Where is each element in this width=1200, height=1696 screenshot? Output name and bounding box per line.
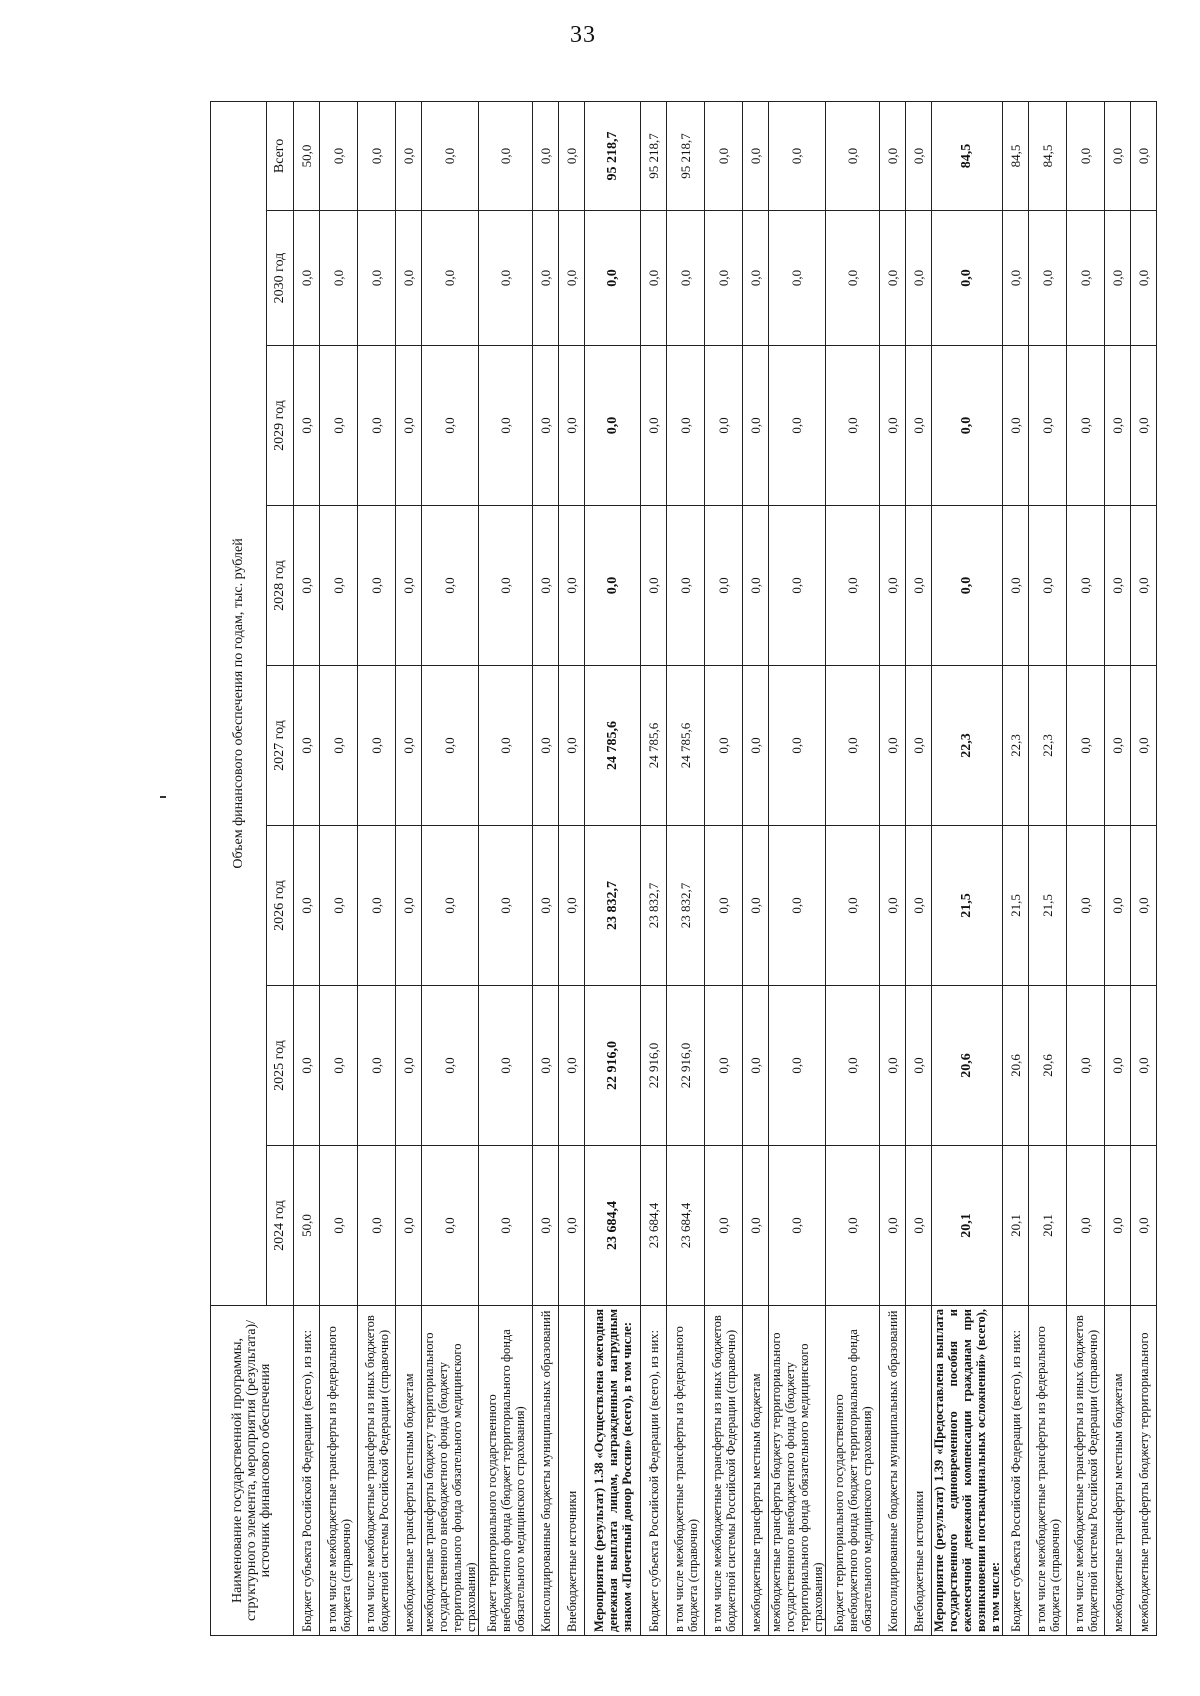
value-cell: 0,0 [559, 1146, 585, 1306]
value-cell: 0,0 [705, 666, 743, 826]
value-cell: 0,0 [705, 1146, 743, 1306]
row-label: Внебюджетные источники [559, 1306, 585, 1636]
column-header-2025: 2025 год [267, 986, 294, 1146]
value-cell: 0,0 [294, 346, 320, 506]
value-cell: 0,0 [533, 101, 559, 210]
table-row [1105, 101, 1131, 1635]
value-cell: 0,0 [559, 666, 585, 826]
value-cell: 22 916,0 [585, 986, 641, 1146]
table-row [396, 101, 422, 1635]
value-cell: 0,0 [294, 506, 320, 666]
value-cell: 0,0 [479, 1146, 533, 1306]
value-cell: 0,0 [559, 506, 585, 666]
value-cell: 0,0 [1131, 346, 1157, 506]
value-cell: 0,0 [320, 826, 358, 986]
value-cell: 0,0 [559, 211, 585, 346]
value-cell: 0,0 [294, 826, 320, 986]
value-cell: 0,0 [1131, 986, 1157, 1146]
row-label: Бюджет субъекта Российской Федерации (всего), из них: [294, 1306, 320, 1636]
value-cell: 0,0 [769, 211, 826, 346]
value-cell: 22,3 [932, 666, 1003, 826]
value-cell: 0,0 [294, 211, 320, 346]
value-cell: 0,0 [705, 101, 743, 210]
value-cell: 0,0 [559, 826, 585, 986]
value-cell: 84,5 [1029, 101, 1067, 210]
table-row [705, 101, 743, 1635]
value-cell: 0,0 [422, 101, 479, 210]
table-row [585, 101, 641, 1635]
value-cell: 0,0 [422, 346, 479, 506]
value-cell: 22 916,0 [641, 986, 667, 1146]
value-cell: 0,0 [1131, 1146, 1157, 1306]
row-label: в том числе межбюджетные трансферты из федерального бюджета (справочно) [1029, 1306, 1067, 1636]
row-label: межбюджетные трансферты местным бюджетам [396, 1306, 422, 1636]
value-cell: 0,0 [769, 826, 826, 986]
value-cell: 0,0 [320, 211, 358, 346]
value-cell: 0,0 [743, 101, 769, 210]
value-cell: 0,0 [358, 211, 396, 346]
value-cell: 95 218,7 [585, 101, 641, 210]
value-cell: 0,0 [743, 346, 769, 506]
row-label: в том числе межбюджетные трансферты из федерального бюджета (справочно) [320, 1306, 358, 1636]
value-cell: 0,0 [422, 506, 479, 666]
value-cell: 0,0 [422, 826, 479, 986]
value-cell: 0,0 [743, 1146, 769, 1306]
column-header-2026: 2026 год [267, 826, 294, 986]
value-cell: 0,0 [826, 506, 880, 666]
column-header-2027: 2027 год [267, 666, 294, 826]
value-cell: 0,0 [906, 506, 932, 666]
table-row [320, 101, 358, 1635]
value-cell: 0,0 [906, 346, 932, 506]
value-cell: 0,0 [906, 101, 932, 210]
value-cell: 0,0 [320, 506, 358, 666]
value-cell: 95 218,7 [667, 101, 705, 210]
value-cell: 0,0 [880, 986, 906, 1146]
value-cell: 95 218,7 [641, 101, 667, 210]
row-label: Бюджет территориального государственного внебюджетного фонда (бюджет территориального фонда обязательного медицинского страхования) [479, 1306, 533, 1636]
value-cell: 22,3 [1029, 666, 1067, 826]
table-row [880, 101, 906, 1635]
value-cell: 0,0 [396, 986, 422, 1146]
name-column-header: Наименование государственной программы, структурного элемента, мероприятия (результата)/источник финансового обеспечения [211, 1306, 294, 1636]
value-cell: 0,0 [294, 986, 320, 1146]
value-cell: 0,0 [880, 101, 906, 210]
value-cell: 0,0 [396, 346, 422, 506]
value-cell: 0,0 [880, 1146, 906, 1306]
value-cell: 0,0 [1105, 1146, 1131, 1306]
value-cell: 0,0 [880, 666, 906, 826]
value-cell: 0,0 [1105, 346, 1131, 506]
value-cell: 0,0 [826, 666, 880, 826]
value-cell: 0,0 [1105, 101, 1131, 210]
row-label: межбюджетные трансферты бюджету территориального государственного внебюджетного фонда (бюджету территориального фонда обязательного медицинского страхования) [769, 1306, 826, 1636]
table-row [932, 101, 1003, 1635]
value-cell: 20,1 [1029, 1146, 1067, 1306]
value-cell: 0,0 [533, 346, 559, 506]
row-label: межбюджетные трансферты бюджету территориального [1131, 1306, 1157, 1636]
value-cell: 0,0 [533, 666, 559, 826]
value-cell: 0,0 [1067, 506, 1105, 666]
value-cell: 23 832,7 [641, 826, 667, 986]
value-cell: 0,0 [1067, 101, 1105, 210]
value-cell: 0,0 [396, 211, 422, 346]
value-cell: 0,0 [906, 211, 932, 346]
value-cell: 0,0 [479, 986, 533, 1146]
value-cell: 0,0 [1029, 211, 1067, 346]
value-cell: 0,0 [1105, 986, 1131, 1146]
value-cell: 0,0 [769, 101, 826, 210]
value-cell: 23 832,7 [585, 826, 641, 986]
value-cell: 0,0 [320, 101, 358, 210]
value-cell: 0,0 [826, 826, 880, 986]
value-cell: 0,0 [358, 826, 396, 986]
value-cell: 0,0 [906, 826, 932, 986]
value-cell: 0,0 [1105, 211, 1131, 346]
value-cell: 20,6 [932, 986, 1003, 1146]
value-cell: 0,0 [880, 506, 906, 666]
scan-mark [160, 796, 166, 798]
value-cell: 0,0 [826, 211, 880, 346]
value-cell: 24 785,6 [641, 666, 667, 826]
table-row [1131, 101, 1157, 1635]
value-cell: 50,0 [294, 101, 320, 210]
value-cell: 0,0 [769, 346, 826, 506]
table-row [1067, 101, 1105, 1635]
value-cell: 0,0 [1067, 1146, 1105, 1306]
value-cell: 0,0 [906, 1146, 932, 1306]
value-cell: 0,0 [1003, 506, 1029, 666]
value-cell: 20,6 [1003, 986, 1029, 1146]
value-cell: 0,0 [826, 986, 880, 1146]
table-row [667, 101, 705, 1635]
column-header-total: Всего [267, 101, 294, 210]
value-cell: 0,0 [320, 1146, 358, 1306]
row-label: в том числе межбюджетные трансферты из иных бюджетов бюджетной системы Российской Федерации (справочно) [705, 1306, 743, 1636]
value-cell: 0,0 [422, 1146, 479, 1306]
table-row [358, 101, 396, 1635]
value-cell: 20,6 [1029, 986, 1067, 1146]
value-cell: 0,0 [559, 986, 585, 1146]
value-cell: 0,0 [743, 506, 769, 666]
value-cell: 0,0 [667, 346, 705, 506]
value-cell: 0,0 [769, 1146, 826, 1306]
value-cell: 0,0 [479, 826, 533, 986]
value-cell: 0,0 [320, 986, 358, 1146]
table-row [769, 101, 826, 1635]
row-label: Консолидированные бюджеты муниципальных образований [880, 1306, 906, 1636]
row-label: межбюджетные трансферты местным бюджетам [743, 1306, 769, 1636]
value-cell: 0,0 [1131, 506, 1157, 666]
value-cell: 0,0 [1131, 211, 1157, 346]
table-row [559, 101, 585, 1635]
value-cell: 0,0 [743, 666, 769, 826]
table-row [826, 101, 880, 1635]
value-cell: 0,0 [479, 211, 533, 346]
value-cell: 23 684,4 [585, 1146, 641, 1306]
table-row [1029, 101, 1067, 1635]
value-cell: 0,0 [1067, 346, 1105, 506]
value-cell: 0,0 [932, 506, 1003, 666]
value-cell: 0,0 [1067, 666, 1105, 826]
row-label: Мероприятие (результат) 1.39 «Предоставлена выплата государственного единовременного пособия и ежемесячной денежной компенсации гражданам при возникновении поствакцинальных осложнений» (всего), в том числе: [932, 1306, 1003, 1636]
value-cell: 0,0 [1105, 666, 1131, 826]
value-cell: 0,0 [826, 101, 880, 210]
row-label: межбюджетные трансферты местным бюджетам [1105, 1306, 1131, 1636]
table-row [422, 101, 479, 1635]
table-row [743, 101, 769, 1635]
value-cell: 0,0 [320, 346, 358, 506]
value-cell: 0,0 [906, 986, 932, 1146]
value-cell: 0,0 [585, 211, 641, 346]
value-cell: 0,0 [705, 826, 743, 986]
value-cell: 0,0 [533, 211, 559, 346]
value-cell: 0,0 [641, 211, 667, 346]
value-cell: 0,0 [396, 101, 422, 210]
value-cell: 0,0 [358, 666, 396, 826]
table-row [641, 101, 667, 1635]
value-cell: 0,0 [479, 666, 533, 826]
value-cell: 0,0 [1105, 506, 1131, 666]
value-cell: 24 785,6 [667, 666, 705, 826]
value-cell: 0,0 [769, 986, 826, 1146]
value-cell: 84,5 [932, 101, 1003, 210]
value-cell: 22 916,0 [667, 986, 705, 1146]
value-cell: 0,0 [358, 101, 396, 210]
row-label: в том числе межбюджетные трансферты из иных бюджетов бюджетной системы Российской Федерации (справочно) [358, 1306, 396, 1636]
page-number: 33 [570, 22, 596, 48]
value-cell: 0,0 [743, 826, 769, 986]
value-cell: 20,1 [1003, 1146, 1029, 1306]
value-cell: 0,0 [396, 826, 422, 986]
value-cell: 0,0 [396, 1146, 422, 1306]
value-cell: 0,0 [1067, 986, 1105, 1146]
column-header-2024: 2024 год [267, 1146, 294, 1306]
value-cell: 0,0 [396, 506, 422, 666]
value-cell: 84,5 [1003, 101, 1029, 210]
value-cell: 20,1 [932, 1146, 1003, 1306]
table-body [294, 101, 1157, 1635]
value-cell: 0,0 [479, 506, 533, 666]
row-label: Бюджет субъекта Российской Федерации (всего), из них: [641, 1306, 667, 1636]
value-cell: 0,0 [1067, 826, 1105, 986]
row-label: Консолидированные бюджеты муниципальных образований [533, 1306, 559, 1636]
value-cell: 0,0 [358, 986, 396, 1146]
rotated-table-container [210, 102, 1151, 1636]
value-cell: 50,0 [294, 1146, 320, 1306]
value-cell: 0,0 [559, 101, 585, 210]
value-cell: 0,0 [641, 346, 667, 506]
financing-group-header: Объем финансового обеспечения по годам, тыс. рублей [211, 101, 267, 1305]
row-label: Мероприятие (результат) 1.38 «Осуществлена ежегодная денежная выплата лицам, награжденным нагрудным знаком «Почетный донор России» (всего), в том числе: [585, 1306, 641, 1636]
value-cell: 0,0 [320, 666, 358, 826]
value-cell: 0,0 [641, 506, 667, 666]
row-label: Бюджет территориального государственного внебюджетного фонда (бюджет территориального фонда обязательного медицинского страхования) [826, 1306, 880, 1636]
value-cell: 0,0 [358, 506, 396, 666]
column-header-2029: 2029 год [267, 346, 294, 506]
value-cell: 23 684,4 [667, 1146, 705, 1306]
value-cell: 0,0 [769, 506, 826, 666]
value-cell: 0,0 [826, 346, 880, 506]
value-cell: 0,0 [880, 826, 906, 986]
table-row [294, 101, 320, 1635]
value-cell: 0,0 [533, 986, 559, 1146]
value-cell: 23 832,7 [667, 826, 705, 986]
row-label: межбюджетные трансферты бюджету территориального государственного внебюджетного фонда (бюджету территориального фонда обязательного медицинского страхования) [422, 1306, 479, 1636]
value-cell: 0,0 [1105, 826, 1131, 986]
value-cell: 0,0 [705, 506, 743, 666]
value-cell: 0,0 [932, 346, 1003, 506]
value-cell: 21,5 [932, 826, 1003, 986]
column-header-2028: 2028 год [267, 506, 294, 666]
value-cell: 0,0 [743, 211, 769, 346]
column-header-2030: 2030 год [267, 211, 294, 346]
value-cell: 0,0 [585, 346, 641, 506]
value-cell: 0,0 [422, 986, 479, 1146]
value-cell: 0,0 [358, 346, 396, 506]
value-cell: 0,0 [932, 211, 1003, 346]
value-cell: 0,0 [705, 346, 743, 506]
value-cell: 0,0 [1131, 101, 1157, 210]
value-cell: 0,0 [559, 346, 585, 506]
value-cell: 0,0 [667, 211, 705, 346]
value-cell: 23 684,4 [641, 1146, 667, 1306]
value-cell: 0,0 [479, 101, 533, 210]
value-cell: 0,0 [1131, 826, 1157, 986]
financing-table [210, 101, 1157, 1636]
value-cell: 21,5 [1029, 826, 1067, 986]
row-label: в том числе межбюджетные трансферты из федерального бюджета (справочно) [667, 1306, 705, 1636]
value-cell: 0,0 [826, 1146, 880, 1306]
table-row [479, 101, 533, 1635]
table-row [906, 101, 932, 1635]
value-cell: 0,0 [743, 986, 769, 1146]
value-cell: 0,0 [769, 666, 826, 826]
value-cell: 0,0 [1029, 506, 1067, 666]
row-label: в том числе межбюджетные трансферты из иных бюджетов бюджетной системы Российской Федерации (справочно) [1067, 1306, 1105, 1636]
value-cell: 0,0 [880, 346, 906, 506]
value-cell: 21,5 [1003, 826, 1029, 986]
value-cell: 0,0 [294, 666, 320, 826]
value-cell: 0,0 [1131, 666, 1157, 826]
table-row [533, 101, 559, 1635]
value-cell: 0,0 [533, 826, 559, 986]
value-cell: 0,0 [705, 986, 743, 1146]
row-label: Бюджет субъекта Российской Федерации (всего), из них: [1003, 1306, 1029, 1636]
value-cell: 24 785,6 [585, 666, 641, 826]
value-cell: 0,0 [1003, 346, 1029, 506]
value-cell: 0,0 [358, 1146, 396, 1306]
value-cell: 0,0 [1029, 346, 1067, 506]
value-cell: 0,0 [880, 211, 906, 346]
value-cell: 0,0 [533, 1146, 559, 1306]
value-cell: 0,0 [906, 666, 932, 826]
value-cell: 0,0 [396, 666, 422, 826]
value-cell: 22,3 [1003, 666, 1029, 826]
value-cell: 0,0 [479, 346, 533, 506]
table-row [1003, 101, 1029, 1635]
value-cell: 0,0 [705, 211, 743, 346]
value-cell: 0,0 [533, 506, 559, 666]
value-cell: 0,0 [585, 506, 641, 666]
value-cell: 0,0 [1067, 211, 1105, 346]
value-cell: 0,0 [422, 666, 479, 826]
row-label: Внебюджетные источники [906, 1306, 932, 1636]
value-cell: 0,0 [667, 506, 705, 666]
value-cell: 0,0 [422, 211, 479, 346]
value-cell: 0,0 [1003, 211, 1029, 346]
